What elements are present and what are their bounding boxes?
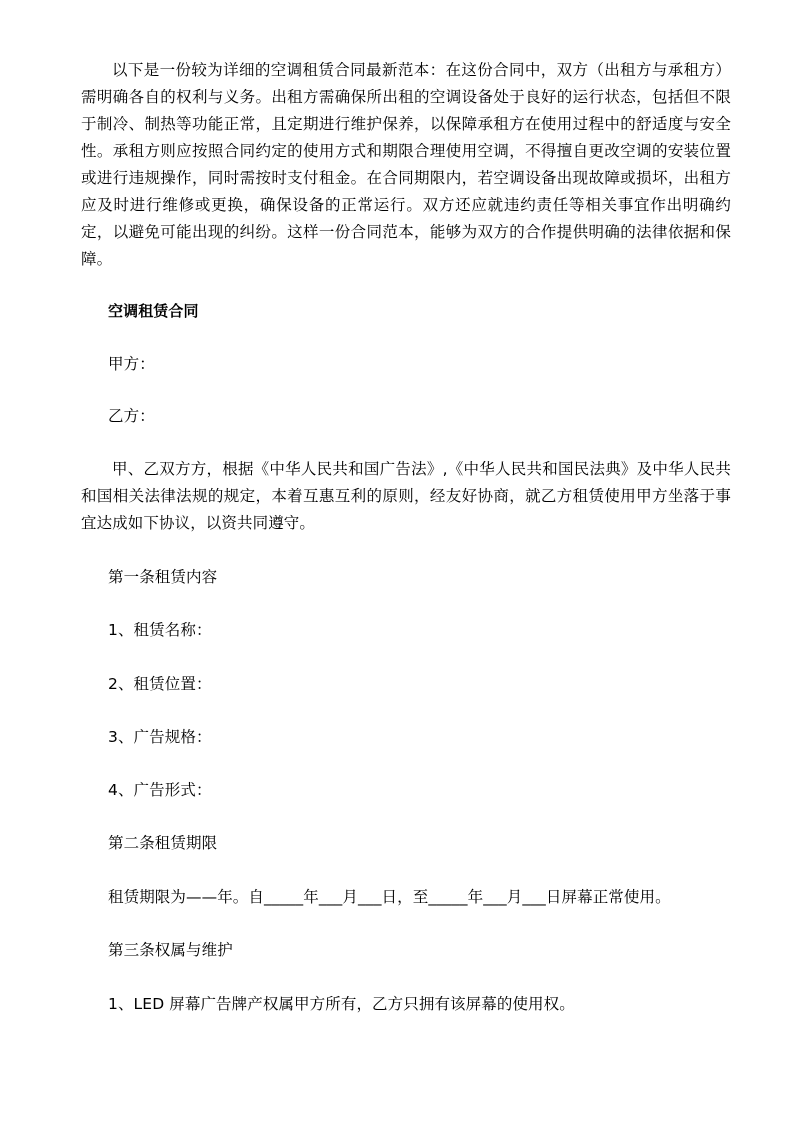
intro-paragraph: 以下是一份较为详细的空调租赁合同最新范本：在这份合同中，双方（出租方与承租方）需明确各自的权利与义务。出租方需确保所出租的空调设备处于良好的运行状态，包括但不限于制冷、制热等功能正常，且定期进行维护保养，以保障承租方在使用过程中的舒适度与安全性。承租方则应按照合同约定的使用方式和期限合理使用空调，不得擅自更改空调的安装位置或进行违规操作，同时需按时支付租金。在合同期限内，若空调设备出现故障或损坏，出租方应及时进行维修或更换，确保设备的正常运行。双方还应就违约责任等相关事宜作出明确约定，以避免可能出现的纠纷。这样一份合同范本，能够为双方的合作提供明确的法律依据和保障。 bbox=[81, 61, 731, 268]
article-3-item-1: 1、LED 屏幕广告牌产权属甲方所有，乙方只拥有该屏幕的使用权。 bbox=[108, 995, 575, 1013]
preamble-paragraph: 甲、乙双方方，根据《中华人民共和国广告法》,《中华人民共和国民法典》及中华人民共和国相关法律法规的规定，本着互惠互利的原则，经友好协商，就乙方租赁使用甲方坐落于事宜达成如下协议，以资共同遵守。 bbox=[81, 460, 731, 532]
article-1-heading: 第一条租赁内容 bbox=[108, 568, 218, 586]
party-a-label: 甲方： bbox=[108, 355, 155, 373]
contract-title: 空调租赁合同 bbox=[108, 302, 199, 320]
article-1-item-2: 2、租赁位置： bbox=[108, 675, 212, 693]
article-1-item-3: 3、广告规格： bbox=[108, 728, 212, 746]
article-3-heading: 第三条权属与维护 bbox=[108, 941, 233, 959]
article-1-item-4: 4、广告形式： bbox=[108, 781, 212, 799]
article-2-text: 租赁期限为——年。自_____年___月___日，至_____年___月___日屏幕正常使用。 bbox=[108, 888, 671, 906]
article-1-item-1: 1、租赁名称： bbox=[108, 621, 212, 639]
party-b-label: 乙方： bbox=[108, 407, 155, 425]
article-2-heading: 第二条租赁期限 bbox=[108, 834, 218, 852]
